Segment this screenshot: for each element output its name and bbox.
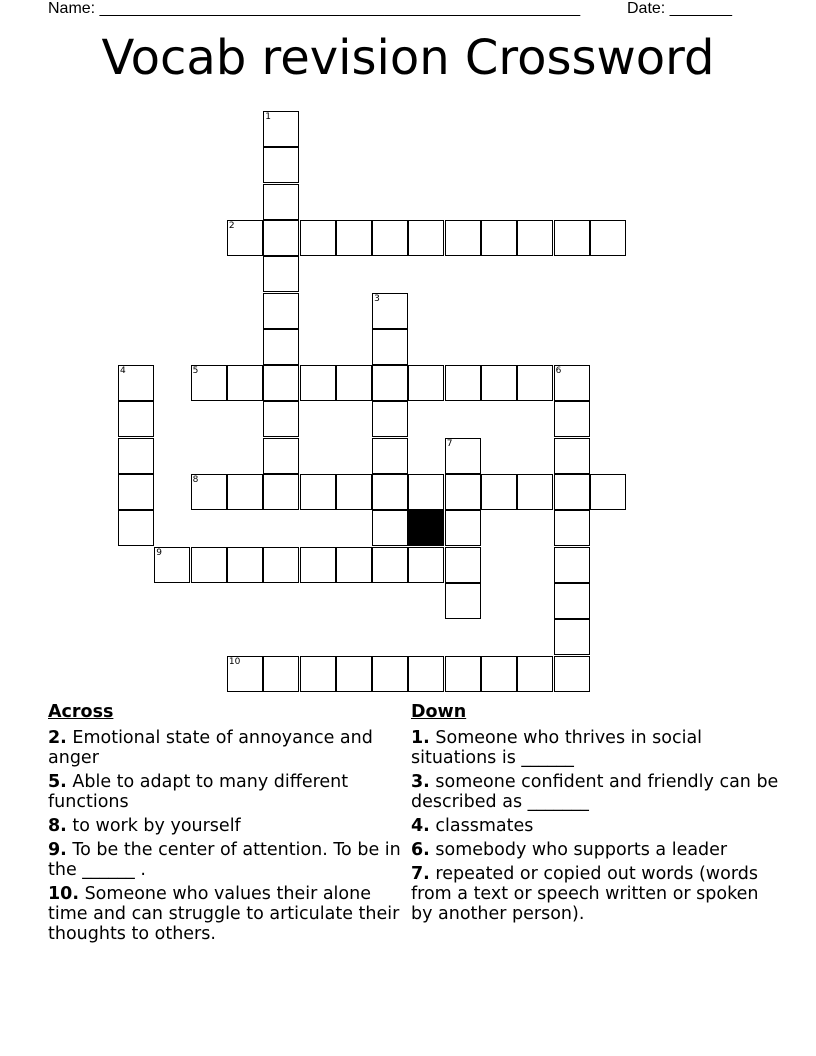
crossword-cell[interactable] — [227, 547, 263, 583]
crossword-cell[interactable] — [263, 147, 299, 183]
across-clue — [48, 816, 403, 836]
crossword-cell[interactable] — [445, 220, 481, 256]
crossword-cell[interactable] — [554, 365, 590, 401]
clue-number-label: 7 — [446, 438, 453, 449]
crossword-cell[interactable] — [118, 401, 154, 437]
clue-number: 5. — [48, 772, 67, 792]
crossword-cell[interactable] — [554, 656, 590, 692]
clue-text: Someone who thrives in social situations is ______ — [411, 728, 703, 768]
crossword-cell[interactable] — [517, 474, 553, 510]
crossword-cell[interactable] — [336, 220, 372, 256]
crossword-black-cell — [408, 510, 444, 546]
crossword-cell[interactable] — [263, 474, 299, 510]
crossword-cell[interactable] — [554, 510, 590, 546]
crossword-cell[interactable] — [227, 474, 263, 510]
crossword-cell[interactable] — [118, 510, 154, 546]
clue-number: 9. — [48, 840, 67, 860]
crossword-cell[interactable] — [372, 474, 408, 510]
crossword-cell[interactable] — [372, 510, 408, 546]
crossword-cell[interactable] — [263, 184, 299, 220]
crossword-cell[interactable] — [408, 220, 444, 256]
clue-text: Emotional state of annoyance and anger — [48, 728, 373, 768]
down-clues — [411, 702, 781, 928]
crossword-cell[interactable] — [372, 547, 408, 583]
across-clue — [48, 772, 403, 812]
crossword-cell[interactable] — [517, 365, 553, 401]
crossword-cell[interactable] — [263, 401, 299, 437]
crossword-cell[interactable] — [263, 256, 299, 292]
crossword-cell[interactable] — [263, 220, 299, 256]
crossword-cell[interactable] — [408, 547, 444, 583]
down-heading: Down — [411, 702, 467, 722]
crossword-cell[interactable] — [554, 583, 590, 619]
crossword-cell[interactable] — [263, 329, 299, 365]
crossword-cell[interactable] — [554, 438, 590, 474]
crossword-cell[interactable] — [445, 510, 481, 546]
crossword-cell[interactable] — [372, 220, 408, 256]
clue-number-label: 3 — [374, 293, 380, 304]
clue-text: Able to adapt to many different functions — [48, 772, 349, 812]
clue-number-label: 8 — [192, 475, 199, 485]
down-clue — [411, 840, 781, 860]
clue-number-label: 4 — [120, 366, 126, 377]
crossword-cell[interactable] — [154, 547, 190, 583]
clue-number: 4. — [411, 816, 430, 836]
crossword-cell[interactable] — [445, 438, 481, 474]
crossword-cell[interactable] — [445, 547, 481, 583]
crossword-cell[interactable] — [372, 365, 408, 401]
crossword-cell[interactable] — [263, 111, 299, 147]
crossword-cell[interactable] — [118, 365, 154, 401]
crossword-cell[interactable] — [554, 619, 590, 655]
crossword-cell[interactable] — [227, 220, 263, 256]
crossword-cell[interactable] — [336, 365, 372, 401]
clue-number: 2. — [48, 728, 67, 748]
clue-number-label: 9 — [156, 547, 163, 558]
clue-text: To be the center of attention. To be in the ______ . — [48, 840, 401, 880]
crossword-cell[interactable] — [263, 656, 299, 692]
crossword-cell[interactable] — [554, 401, 590, 437]
page-title: Vocab revision Crossword — [101, 30, 715, 86]
crossword-cell[interactable] — [590, 474, 626, 510]
crossword-cell[interactable] — [263, 547, 299, 583]
crossword-cell[interactable] — [481, 474, 517, 510]
crossword-cell[interactable] — [481, 365, 517, 401]
across-clue — [48, 840, 403, 880]
crossword-cell[interactable] — [300, 656, 336, 692]
name-field-line: Name: ______________________________________________________ — [48, 0, 581, 17]
crossword-cell[interactable] — [372, 438, 408, 474]
crossword-cell[interactable] — [517, 656, 553, 692]
date-field-line: Date: _______ — [627, 0, 732, 17]
crossword-cell[interactable] — [372, 293, 408, 329]
crossword-cell[interactable] — [300, 365, 336, 401]
clue-number: 1. — [411, 728, 430, 748]
crossword-cell[interactable] — [191, 547, 227, 583]
crossword-cell[interactable] — [408, 656, 444, 692]
crossword-cell[interactable] — [300, 474, 336, 510]
crossword-cell[interactable] — [445, 583, 481, 619]
crossword-cell[interactable] — [481, 656, 517, 692]
clue-text: Someone who values their alone time and can struggle to articulate their thoughts to others. — [48, 884, 400, 944]
down-clue — [411, 772, 781, 812]
crossword-cell[interactable] — [263, 365, 299, 401]
clue-number: 3. — [411, 772, 430, 792]
crossword-cell[interactable] — [445, 474, 481, 510]
clue-number-label: 6 — [555, 366, 562, 377]
crossword-cell[interactable] — [554, 547, 590, 583]
crossword-cell[interactable] — [336, 656, 372, 692]
clue-number: 7. — [411, 864, 430, 884]
clue-number-label: 10 — [228, 656, 241, 667]
clue-number-label: 1 — [265, 112, 271, 122]
crossword-cell[interactable] — [408, 365, 444, 401]
across-clues — [48, 702, 403, 948]
crossword-cell[interactable] — [227, 656, 263, 692]
clue-text: classmates — [429, 816, 534, 836]
across-clue — [48, 728, 403, 768]
clue-number-label: 5 — [192, 366, 199, 377]
crossword-cell[interactable] — [372, 401, 408, 437]
crossword-cell[interactable] — [517, 220, 553, 256]
clue-number-label: 2 — [228, 220, 235, 231]
crossword-cell[interactable] — [445, 656, 481, 692]
across-clue — [48, 884, 403, 944]
down-clue — [411, 728, 781, 768]
crossword-cell[interactable] — [372, 656, 408, 692]
crossword-cell[interactable] — [336, 474, 372, 510]
clue-text: someone confident and friendly can be described as _______ — [411, 772, 779, 812]
crossword-cell[interactable] — [263, 293, 299, 329]
crossword-cell[interactable] — [118, 438, 154, 474]
crossword-cell[interactable] — [554, 220, 590, 256]
crossword-cell[interactable] — [191, 365, 227, 401]
down-clue — [411, 864, 781, 924]
crossword-cell[interactable] — [300, 220, 336, 256]
clue-text: somebody who supports a leader — [429, 840, 728, 860]
crossword-cell[interactable] — [554, 474, 590, 510]
crossword-cell[interactable] — [263, 438, 299, 474]
crossword-cell[interactable] — [445, 365, 481, 401]
clue-text: repeated or copied out words (words from a text or speech written or spoken by another person). — [411, 864, 759, 924]
clue-number: 6. — [411, 840, 430, 860]
across-heading: Across — [48, 702, 114, 722]
crossword-cell[interactable] — [372, 329, 408, 365]
crossword-cell[interactable] — [590, 220, 626, 256]
down-clue — [411, 816, 781, 836]
clue-number: 8. — [48, 816, 67, 836]
crossword-cell[interactable] — [336, 547, 372, 583]
crossword-cell[interactable] — [118, 474, 154, 510]
clue-text: to work by yourself — [66, 816, 241, 836]
crossword-cell[interactable] — [191, 474, 227, 510]
crossword-cell[interactable] — [481, 220, 517, 256]
clue-number: 10. — [48, 884, 80, 904]
crossword-cell[interactable] — [227, 365, 263, 401]
crossword-cell[interactable] — [300, 547, 336, 583]
crossword-cell[interactable] — [408, 474, 444, 510]
